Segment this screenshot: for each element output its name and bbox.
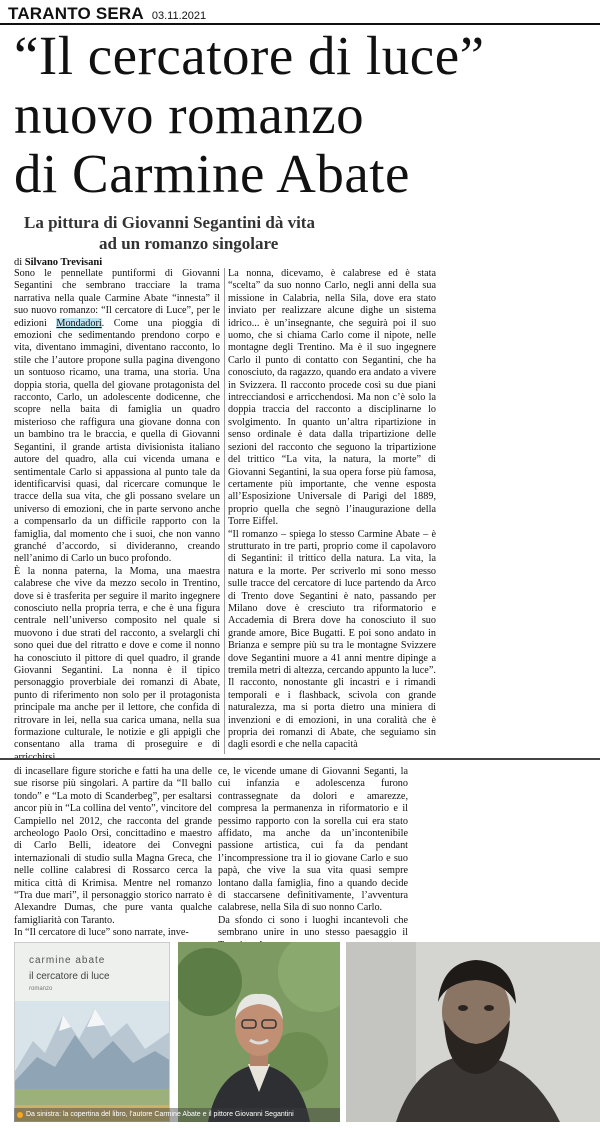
paragraph: “Il romanzo – spiega lo stesso Carmine Abate – è strutturato in tre parti, proprio come il capolavoro di Segantini: il trittico della natura. La vita, la natura e la morte. Per scriverlo mi sono messo sulle tracce del cercatore di luce partendo da Arco di Trento dove Segantini è nato, passando per Milano dove è cresciuto tra riformatorio e Accademia di Brera dove ha conosciuto il suo grande amore, Bice Bugatti. E poi sono andato in Brianza e sempre più su tra le montagne Svizzere dove Segantini muore a 41 anni mentre dipinge a tremila metri di altezza, cercando appunto la luce”.	[228, 528, 436, 676]
caption-text: Da sinistra: la copertina del libro, l’autore Carmine Abate e il pittore Giovanni Segantini	[26, 1111, 294, 1118]
section-rule	[0, 758, 600, 760]
article-column-2	[228, 268, 436, 752]
paragraph: Da sfondo ci sono i luoghi incantevoli che sembrano unire in uno stesso paesaggio il	[218, 914, 408, 939]
paragraph: ce, le vicende umane di Giovanni Seganti, la cui infanzia e adolescenza furono contrassegnate da dolori e amarezze, compresa la permanenza in riformatorio e il pessimo rapporto con la sorella cui era stato affidato, ma anche da un’incontenibile passione artistica, cui fa da pendant l’incompressione tra il io giovane Carlo e suo papà, che vive la sua vita quasi sempre lontano dalla famiglia, fino a quando decide di staccarsene definitivamente, l’avventura calabrese, nella Sila di suo nonno Carlo.	[218, 766, 408, 914]
paragraph: La nonna, dicevamo, è calabrese ed è stata “scelta” da suo nonno Carlo, negli anni della sua missione in Calabria, nella Sila, dove era stato inviato per realizzare alcune dighe un sistema idrico... è un’insegnante, che seguirà poi il suo uomo, che si chiama Carlo come il nipote, nelle montagne degli Trentino. Ma è il suo ingegnere Carlo il punto di contatto con Segantini, che ha conosciuto, da ragazzo, quando era andato a vivere in Svizzera. Il racconto procede così su due piani intrecciandosi e arricchendosi. Ma non c’è solo la doppia traccia del racconto a disciplinarne lo svolgimento. In quanto un’altra ripartizione in senso ordinale è data dalla tripartizione delle sezioni del racconto che seguono la tripartizione del trittico “La vita, la natura, la morte” di Giovanni Segantini, la sua opera forse più famosa, certamente più importante, che venne esposta all’Esposizione Universale di Parigi del 1889, proprio quella che segnò l’inaugurazione della Torre Eiffel.	[228, 268, 436, 528]
subheadline	[14, 212, 534, 254]
issue-date: 03.11.2021	[151, 10, 207, 22]
paragraph	[14, 268, 220, 566]
article-column-3	[14, 766, 212, 940]
painter-portrait-illustration	[346, 942, 600, 1122]
paragraph: In “Il cercatore di luce” sono narrate, inve-	[14, 927, 189, 939]
paragraph-text: Sono le pennellate puntiformi di Giovanni Segantini che sembrano tracciare la trama narrativa nella quale Carmine Abate “innesta” il suo nuovo romanzo: “Il cercatore di Luce”, per le edizioni	[14, 268, 220, 329]
cover-author: carmine abate	[29, 955, 106, 966]
book-cover-image	[14, 942, 170, 1122]
publication-name: TARANTO SERA	[8, 4, 144, 23]
subheadline-line-2: ad un romanzo singolare	[99, 234, 279, 253]
byline-prefix: di	[14, 257, 23, 268]
paragraph: È la nonna paterna, la Moma, una maestra calabrese che vive da mezzo secolo in Trentino, dove si è trasferita per seguire il marito ingegnere conosciuto nella propria terra, e che è una figura centrale nell’universo composito nel quale si muovono i due strati del racconto, a svelargli chi sono quei due del ritratto e dove e come il nonno ha conosciuto il pittore di quel quadro, il grande Giovanni Segantini. La nonna è il tipico personaggio proverbiale dei romanzi di Abate, punto di riferimento non solo per il protagonista principale ma anche per il lettore, che confida di ritrovare in lei, nella sua carica umana, nella sua formazione culturale, le notizie e gli appigli che consentano alla trama di proseguire e di	[14, 565, 220, 751]
headline-line-3: di Carmine Abate	[14, 143, 410, 204]
photo-caption	[14, 1108, 340, 1122]
paragraph-text: . Come una pioggia di emozioni che sedimentando prendono corpo e vita, diventano immagini, diventano racconto, lo stile che l’autore propone sulla pagina divengono un sontuoso ricamo, una trama, una storia. Una doppia storia, quella del giovane protagonista del racconto, Carlo, un adolescente dodicenne, che scopre nella baita di famiglia un quadro misterioso che raffigura una giovane donna con un bambino tra le braccia, e quella di Giovanni Segantini, il grande artista divisionista italiano autore del quadro, alla cui vicenda umana e sentimentale Carlo si appassiona al punto tale da identificarvisi quasi, dal ricercare comunque le tracce della sua vita, che gli possano svelare un universo di emozioni, che in parte servono anche a compensarlo da un difficile rapporto con la famiglia, dal momento che i suoi, che non vanno granché d’accordo, si divideranno, creando nell’animo di Carlo un buco profondo.	[14, 317, 220, 565]
byline	[14, 257, 102, 268]
author-photo	[178, 942, 340, 1122]
subheadline-line-1: La pittura di Giovanni Segantini dà vita	[24, 213, 315, 232]
byline-author: Silvano Trevisani	[24, 257, 103, 268]
cover-title: il cercatore di luce	[29, 971, 110, 982]
publisher-link[interactable]: Mondadori	[56, 317, 102, 329]
headline-line-2: nuovo romanzo	[14, 84, 365, 145]
paragraph: di incasellare figure storiche e fatti ha una delle sue risorse più singolari. A partire da “Il ballo tondo” e “La moto di Scanderbeg”, per esaltarsi ancor più in “La collina del vento”, vincitore del Campiello nel 2012, che racconta del grande archeologo Paolo Orsi, concittadino e maestro di Carlo Belli, ideatore dei Convegni internazionali di studio sulla Magna Greca, che nelle colline calabresi di Rossarco cerca la mitica città di Krimisa. Mentre nel romanzo “Tra due mari”, il personaggio storico narrato è Alexandre Dumas, che pure vanta qualche famigliarità con Taranto.	[14, 766, 212, 926]
article-column-1	[14, 268, 220, 764]
caption-bullet-icon	[17, 1112, 23, 1118]
column-divider	[224, 268, 225, 754]
painter-photo	[346, 942, 600, 1122]
paragraph: Il racconto, nonostante gli incastri e i rimandi temporali e i flashback, scivola con grande naturalezza, ma si porta dietro una miniera di invenzioni e di emozioni, in una coralità che è propria dei romanzi di Abate, che seguiamo sin dagli esordi e che nella capacità	[228, 677, 436, 751]
cover-subtitle: romanzo	[29, 986, 53, 992]
headline	[14, 26, 594, 203]
mountain-painting-illustration	[15, 1001, 170, 1122]
author-portrait-illustration	[178, 942, 340, 1122]
article-column-4	[218, 766, 408, 952]
masthead	[8, 4, 206, 24]
headline-line-1: “Il cercatore di luce”	[14, 25, 485, 86]
